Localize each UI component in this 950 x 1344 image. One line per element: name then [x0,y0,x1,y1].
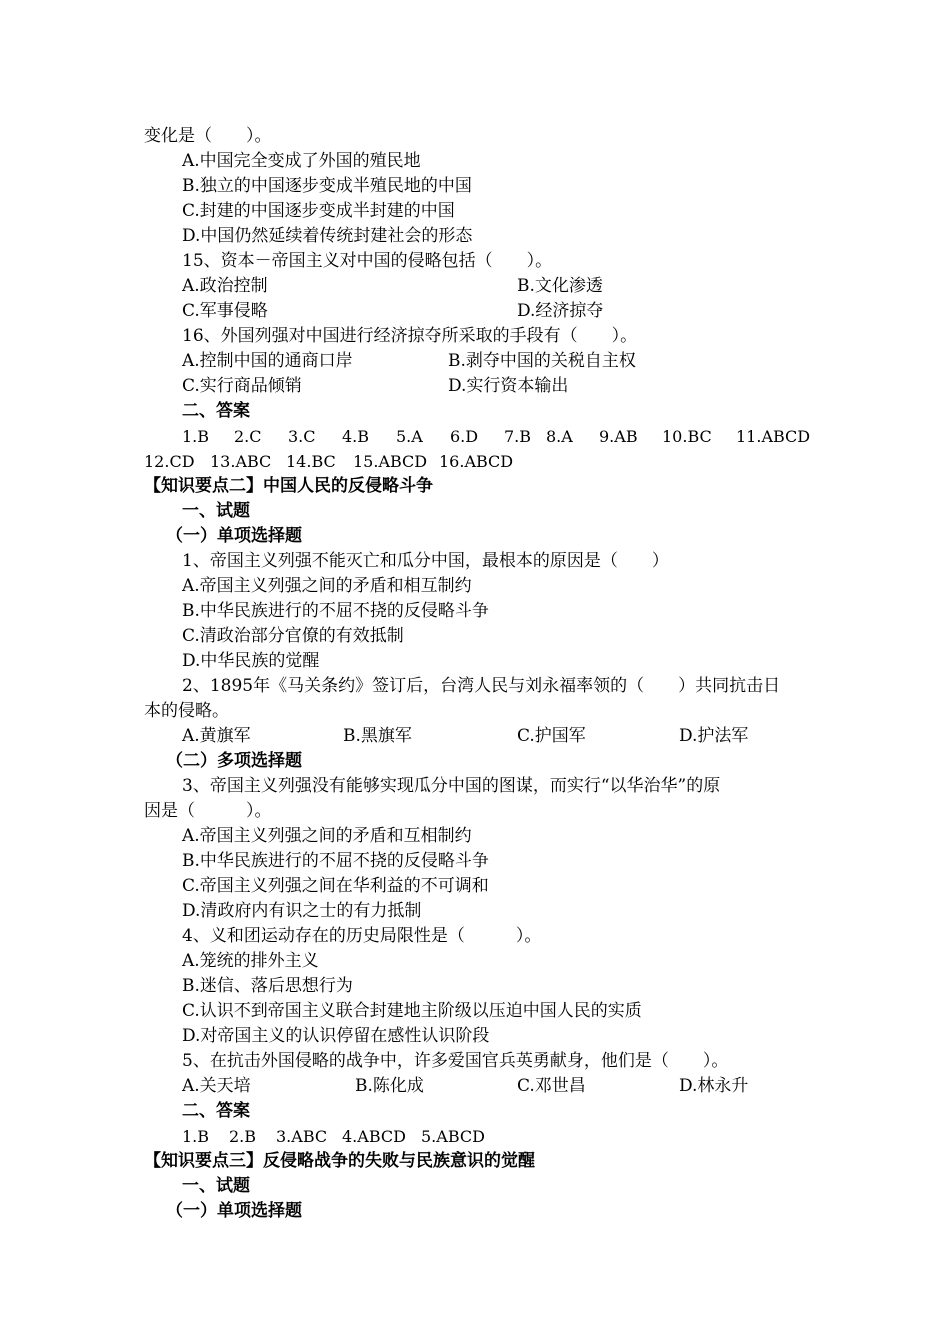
answer-item: 3.ABC [276,1127,328,1146]
answer-item: 7.B [504,427,532,446]
answer-item: 4.ABCD [342,1127,406,1146]
s2-q4-option-b: B.迷信、落后思想行为 [182,976,353,996]
q16-option-d: D.实行资本输出 [448,376,569,396]
s2-q5-question: 5、在抗击外国侵略的战争中，许多爱国官兵英勇献身，他们是（ ）。 [182,1051,729,1071]
s2-q4-option-a: A.笼统的排外主义 [182,951,319,971]
q16-option-a: A.控制中国的通商口岸 [182,351,353,371]
q14-tail: 变化是（ ）。 [144,126,272,146]
s2-q1-option-b: B.中华民族进行的不屈不挠的反侵略斗争 [182,601,489,621]
answer-item: 1.B [182,1127,210,1146]
answer-item: 2.B [229,1127,257,1146]
answer-item: 13.ABC [210,452,272,471]
section3-single-choice-heading: （一）单项选择题 [166,1201,302,1221]
s2-q2-option-a: A.黄旗军 [182,726,251,746]
answer-item: 8.A [546,427,573,446]
s2-q1-question: 1、帝国主义列强不能灭亡和瓜分中国，最根本的原因是（ ） [182,551,669,571]
section3-subheading-tests: 一、试题 [182,1176,250,1196]
answer-item: 6.D [450,427,479,446]
answer-item: 1.B [182,427,210,446]
q14-option-d: D.中国仍然延续着传统封建社会的形态 [182,226,473,246]
q14-option-b: B.独立的中国逐步变成半殖民地的中国 [182,176,472,196]
answer-item: 4.B [342,427,370,446]
answers-section2 [182,1124,485,1149]
s2-q3-line2: 因是（ ）。 [144,801,272,821]
s2-q2-option-d: D.护法军 [679,726,749,746]
q14-option-c: C.封建的中国逐步变成半封建的中国 [182,201,455,221]
section2-multi-choice-heading: （二）多项选择题 [166,751,302,771]
answers-line-1 [182,424,810,449]
s2-q3-option-c: C.帝国主义列强之间在华利益的不可调和 [182,876,489,896]
answer-item: 5.ABCD [421,1127,485,1146]
section2-subheading-tests: 一、试题 [182,501,250,521]
q15-question: 15、资本－帝国主义对中国的侵略包括（ ）。 [182,251,553,271]
q16-option-c: C.实行商品倾销 [182,376,302,396]
answer-heading-1: 二、答案 [182,401,250,421]
s2-q5-option-d: D.林永升 [679,1076,749,1096]
answer-item: 10.BC [662,427,712,446]
section3-title: 【知识要点三】反侵略战争的失败与民族意识的觉醒 [144,1151,535,1171]
q15-option-d: D.经济掠夺 [517,301,604,321]
s2-q5-option-a: A.关天培 [182,1076,251,1096]
answer-item: 11.ABCD [736,427,811,446]
answer-item: 16.ABCD [439,452,514,471]
s2-q3-option-d: D.清政府内有识之士的有力抵制 [182,901,422,921]
s2-q3-option-b: B.中华民族进行的不屈不挠的反侵略斗争 [182,851,489,871]
s2-q5-option-b: B.陈化成 [355,1076,424,1096]
answer-item: 15.ABCD [353,452,428,471]
answer-item: 5.A [396,427,423,446]
s2-q3-option-a: A.帝国主义列强之间的矛盾和互相制约 [182,826,472,846]
q15-option-b: B.文化渗透 [517,276,603,296]
s2-q3-line1: 3、帝国主义列强没有能够实现瓜分中国的图谋，而实行“以华治华”的原 [182,776,721,796]
answer-item: 3.C [288,427,316,446]
section2-single-choice-heading: （一）单项选择题 [166,526,302,546]
s2-q1-option-c: C.清政治部分官僚的有效抵制 [182,626,404,646]
section2-title: 【知识要点二】中国人民的反侵略斗争 [144,476,433,496]
s2-q2-line1: 2、1895年《马关条约》签订后，台湾人民与刘永福率领的（ ）共同抗击日 [182,676,781,696]
s2-q1-option-d: D.中华民族的觉醒 [182,651,320,671]
answer-item: 9.AB [599,427,638,446]
q16-option-b: B.剥夺中国的关税自主权 [448,351,636,371]
answer-item: 12.CD [144,452,195,471]
q15-option-a: A.政治控制 [182,276,268,296]
answer-item: 2.C [234,427,262,446]
s2-q5-option-c: C.邓世昌 [517,1076,586,1096]
s2-q2-line2: 本的侵略。 [144,701,229,721]
answer-item: 14.BC [286,452,336,471]
q15-option-c: C.军事侵略 [182,301,268,321]
answers-line-2 [144,449,513,474]
q14-option-a: A.中国完全变成了外国的殖民地 [182,151,421,171]
s2-q1-option-a: A.帝国主义列强之间的矛盾和相互制约 [182,576,472,596]
answer-heading-2: 二、答案 [182,1101,250,1121]
s2-q4-question: 4、义和团运动存在的历史局限性是（ ）。 [182,926,542,946]
s2-q4-option-d: D.对帝国主义的认识停留在感性认识阶段 [182,1026,490,1046]
q16-question: 16、外国列强对中国进行经济掠夺所采取的手段有（ ）。 [182,326,638,346]
s2-q2-option-b: B.黑旗军 [343,726,412,746]
s2-q2-option-c: C.护国军 [517,726,586,746]
s2-q4-option-c: C.认识不到帝国主义联合封建地主阶级以压迫中国人民的实质 [182,1001,642,1021]
